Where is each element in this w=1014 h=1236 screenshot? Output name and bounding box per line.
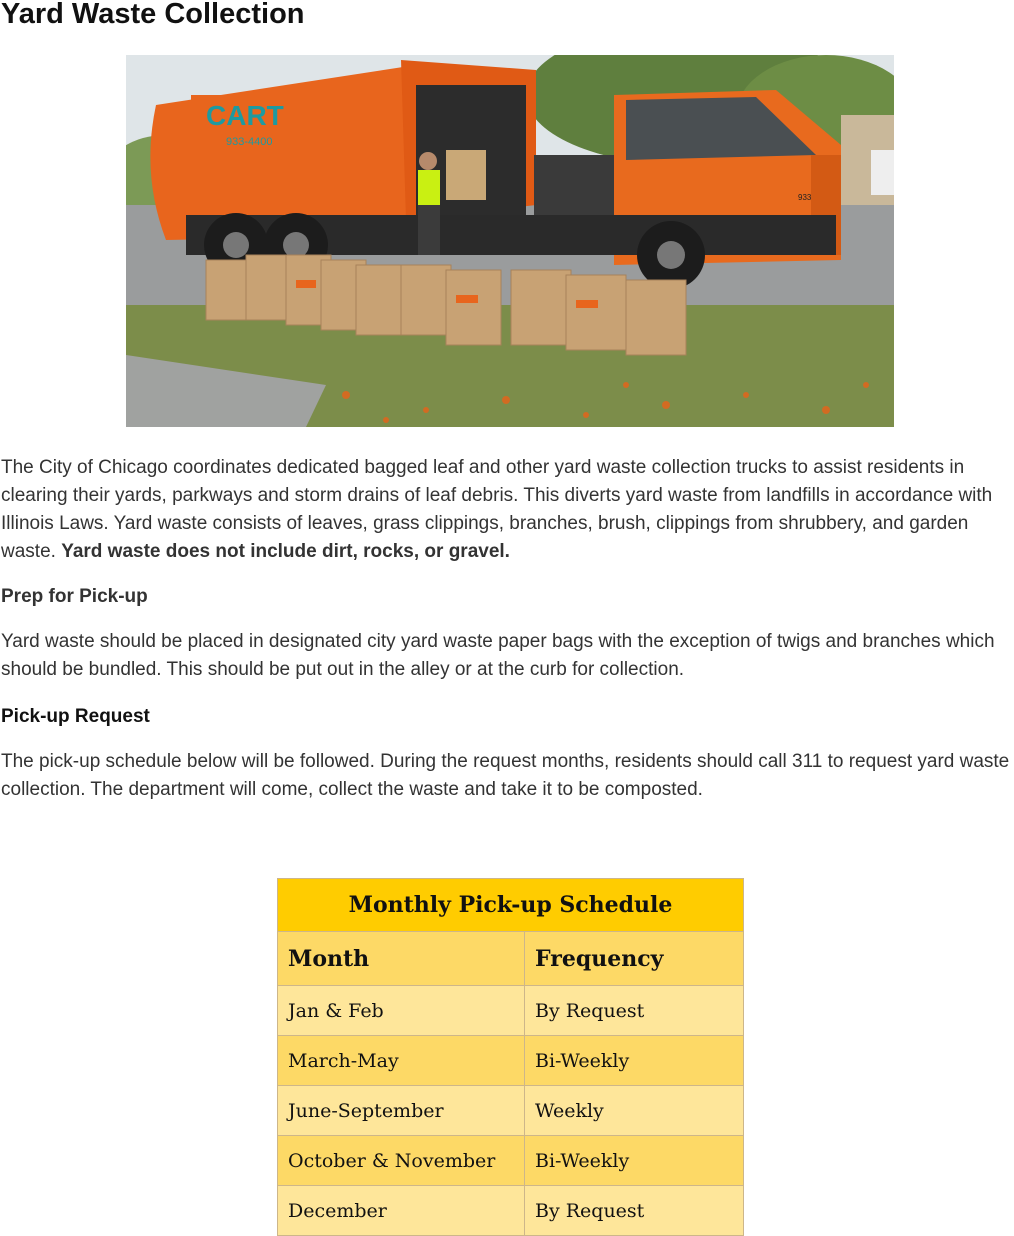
column-header-month: Month <box>278 932 525 986</box>
prep-heading: Prep for Pick-up <box>1 586 148 607</box>
request-heading: Pick-up Request <box>1 706 150 727</box>
intro-paragraph <box>1 454 1014 566</box>
truck-number: 933 <box>798 193 812 202</box>
month-cell: March-May <box>278 1036 525 1086</box>
intro-text: The City of Chicago coordinates dedicated bagged leaf and other yard waste collection trucks to assist residents in clearing their yards, parkways and storm drains of leaf debris. This diverts yard waste from landfills in accordance with Illinois Laws. Yard waste consists of leaves, grass clippings, branches, brush, clippings from shrubbery, and garden waste. <box>1 457 993 562</box>
table-row <box>278 1086 744 1136</box>
column-header-frequency: Frequency <box>525 932 744 986</box>
frequency-cell: By Request <box>525 986 744 1036</box>
truck-phone: 933-4400 <box>226 136 273 148</box>
intro-bold-note: Yard waste does not include dirt, rocks, or gravel. <box>61 541 510 562</box>
frequency-cell: Bi-Weekly <box>525 1036 744 1086</box>
table-row <box>278 1186 744 1236</box>
frequency-cell: Bi-Weekly <box>525 1136 744 1186</box>
schedule-caption: Monthly Pick-up Schedule <box>278 879 744 932</box>
table-row <box>278 1136 744 1186</box>
table-row <box>278 986 744 1036</box>
pickup-schedule-table <box>277 878 744 1236</box>
month-cell: December <box>278 1186 525 1236</box>
frequency-cell: By Request <box>525 1186 744 1236</box>
page-title: Yard Waste Collection <box>1 0 305 30</box>
month-cell: October & November <box>278 1136 525 1186</box>
truck-logo: CART <box>206 100 284 131</box>
prep-paragraph: Yard waste should be placed in designated city yard waste paper bags with the exception of twigs and branches which should be bundled. This should be put out in the alley or at the curb for collection. <box>1 631 995 680</box>
frequency-cell: Weekly <box>525 1086 744 1136</box>
month-cell: Jan & Feb <box>278 986 525 1036</box>
month-cell: June-September <box>278 1086 525 1136</box>
request-paragraph: The pick-up schedule below will be followed. During the request months, residents should call 311 to request yard waste collection. The department will come, collect the waste and take it to be composted. <box>1 751 1010 800</box>
garbage-truck-photo <box>126 55 894 427</box>
table-row <box>278 1036 744 1086</box>
